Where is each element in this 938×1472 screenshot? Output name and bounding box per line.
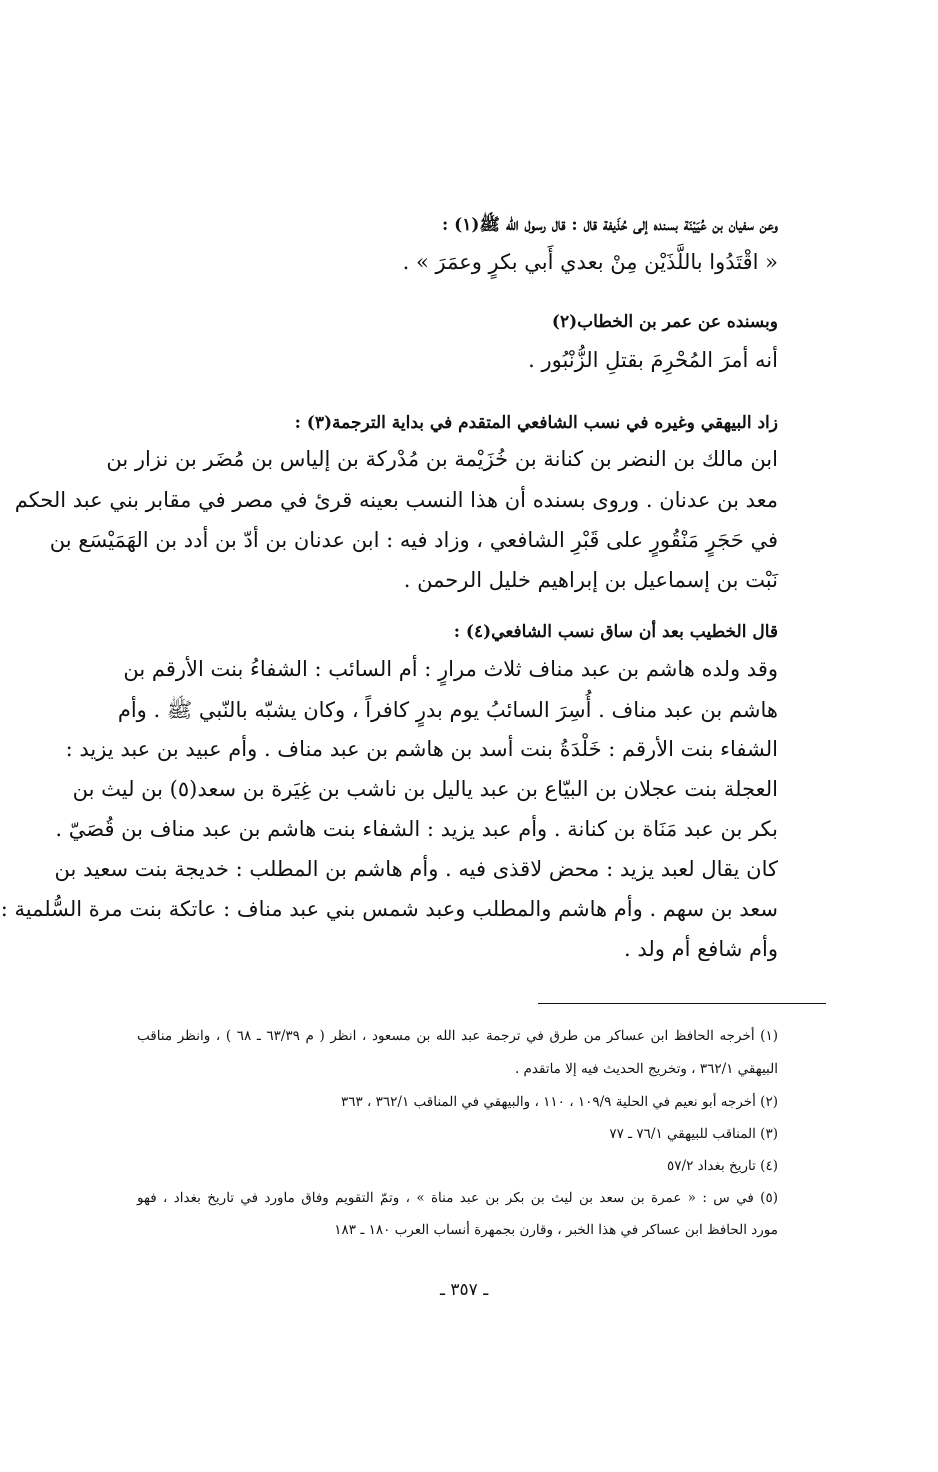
body-line: العجلة بنت عجلان بن البيّاع بن عبد ياليل بن ناشب بن غِيَرة بن سعد(٥) بن ليث بن [72,777,778,801]
section-heading-bayhaqi: زاد البيهقي وغيره في نسب الشافعي المتقدم في بداية الترجمة(٣) : [294,413,778,433]
hadith-text-2: أنه أمرَ المُحْرِمَ بقتلِ الزُّنْبُور . [528,348,778,372]
section-heading-khatib: قال الخطيب بعد أن ساق نسب الشافعي(٤) : [453,622,778,642]
page-number: ـ ٣٥٧ ـ [440,1280,489,1300]
body-line: كان يقال لعبد يزيد : محض لاقذى فيه . وأم هاشم بن المطلب : خديجة بنت سعيد بن [54,857,778,881]
body-line: وقد ولده هاشم بن عبد مناف ثلاث مرارٍ : أم السائب : الشفاءُ بنت الأرقم بن [123,657,778,681]
footnote-line: (٤) تاريخ بغداد ٥٧/٢ [667,1158,778,1174]
footnote-line: (٣) المناقب للبيهقي ٧٦/١ ـ ٧٧ [609,1126,778,1142]
body-line: معد بن عدنان . وروى بسنده أن هذا النسب بعينه قرئ في مصر في مقابر بني عبد الحكم [14,488,778,512]
footnote-line: مورد الحافظ ابن عساكر في هذا الخبر ، وقارن بجمهرة أنساب العرب ١٨٠ ـ ١٨٣ [334,1222,778,1238]
footnote-line: البيهقي ٣٦٢/١ ، وتخريج الحديث فيه إلا ماتقدم . [514,1061,778,1077]
body-line: نَبْت بن إسماعيل بن إبراهيم خليل الرحمن . [403,568,778,592]
body-line: سعد بن سهم . وأم هاشم والمطلب وعبد شمس بني عبد مناف : عاتكة بنت مرة السُّلمية : [0,897,778,921]
body-line: في حَجَرٍ مَنْقُورٍ على قَبْرِ الشافعي ، وزاد فيه : ابن عدنان بن أدّ بن أدد بن الهَمَيْسَع بن [49,528,778,552]
footnote-line: (١) أخرجه الحافظ ابن عساكر من طرق في ترجمة عبد الله بن مسعود ، انظر ( م ٦٣/٣٩ ـ ٦٨ ) ، وانظر مناقب [137,1028,778,1044]
body-line: الشفاء بنت الأرقم : خَلْدَةُ بنت أسد بن هاشم بن عبد مناف . وأم عبيد بن عبد يزيد : [65,737,778,761]
body-line: وأم شافع أم ولد . [624,937,778,961]
footnote-line: (٥) في س : « عمرة بن سعد بن ليث بن بكر بن عبد مناة » ، وتمّ التقويم وفاق ماورد في تاريخ بغداد ، فهو [137,1190,778,1206]
hadith-text-1: « اقْتَدُوا باللَّذَيْن مِنْ بعدي أَبي بكرٍ وعمَرَ » . [402,250,778,274]
body-line: هاشم بن عبد مناف . أُسِرَ السائبُ يوم بدرٍ كافراً ، وكان يشبّه بالنّبي ﷺ . وأم [117,698,778,722]
body-line: ابن مالك بن النضر بن كنانة بن خُزَيْمة بن مُدْركة بن إلياس بن مُضَر بن نزار بن [106,447,778,471]
body-line: بكر بن عبد مَنَاة بن كنانة . وأم عبد يزيد : الشفاء بنت هاشم بن عبد مناف بن قُصَيّ . [55,817,778,841]
footnote-line: (٢) أخرجه أبو نعيم في الحلية ١٠٩/٩ ، ١١٠ ، والبيهقي في المناقب ٣٦٢/١ ، ٣٦٣ [340,1094,778,1110]
hadith-chain-1: وعن سفيان بن عُيَيْنَة بسنده إلى حُذَيفة قال : قال رسول الله ﷺ(١) : [441,215,778,235]
footnote-separator [538,1003,826,1004]
hadith-chain-2: وبسنده عن عمر بن الخطاب(٢) [551,312,778,332]
